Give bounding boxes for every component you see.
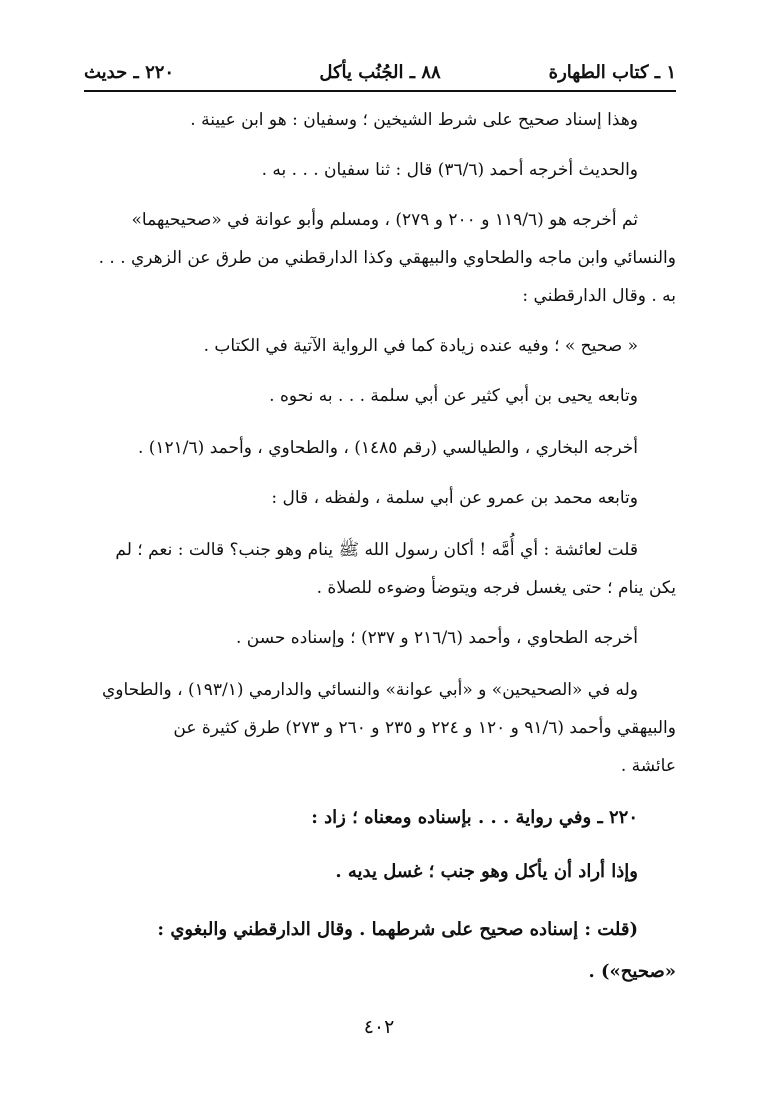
text-line: عائشة . xyxy=(620,756,676,776)
page-header xyxy=(84,54,676,92)
text-line: «صحيح») . xyxy=(588,961,676,982)
text-line: وتابعه محمد بن عمرو عن أبي سلمة ، ولفظه ، قال : xyxy=(271,488,638,508)
text-line: والنسائي وابن ماجه والطحاوي والبيهقي وكذا الدارقطني من طرق عن الزهري . . . xyxy=(98,248,676,268)
text-line: (قلت : إسناده صحيح على شرطهما . وقال الدارقطني والبغوي : xyxy=(157,919,638,940)
text-line: والبيهقي وأحمد (٩١/٦ و ١٢٠ و ٢٢٤ و ٢٣٥ و ٢٦٠ و ٢٧٣) طرق كثيرة عن xyxy=(173,718,676,738)
book-title: ١ ـ كتاب الطهارة xyxy=(548,62,676,83)
text-line: والحديث أخرجه أحمد (٣٦/٦) قال : ثنا سفيان . . . به . xyxy=(261,160,638,180)
text-line: يكن ينام ؛ حتى يغسل فرجه ويتوضأ وضوءه للصلاة . xyxy=(316,578,676,598)
hadith-heading: ٢٢٠ ـ وفي رواية . . . بإسناده ومعناه ؛ زاد : xyxy=(311,807,638,828)
text-line: أخرجه البخاري ، والطيالسي (رقم ١٤٨٥) ، والطحاوي ، وأحمد (١٢١/٦) . xyxy=(137,438,638,458)
text-line: وله في «الصحيحين» و «أبي عوانة» والنسائي والدارمي (١٩٣/١) ، والطحاوي xyxy=(101,680,638,700)
hadith-number: ٢٢٠ ـ حديث xyxy=(84,62,175,83)
text-line: وتابعه يحيى بن أبي كثير عن أبي سلمة . . . به نحوه . xyxy=(269,386,638,406)
hadith-text: وإذا أراد أن يأكل وهو جنب ؛ غسل يديه . xyxy=(335,861,638,882)
chapter-title: ٨٨ ـ الجُنُب يأكل xyxy=(319,62,441,83)
text-line: وهذا إسناد صحيح على شرط الشيخين ؛ وسفيان : هو ابن عيينة . xyxy=(190,110,638,130)
text-line: به . وقال الدارقطني : xyxy=(522,286,676,306)
text-line: قلت لعائشة : أي أُمَّه ! أكان رسول الله ﷺ ينام وهو جنب؟ قالت : نعم ؛ لم xyxy=(115,540,638,560)
text-line: ثم أخرجه هو (١١٩/٦ و ٢٠٠ و ٢٧٩) ، ومسلم وأبو عوانة في «صحيحيهما» xyxy=(131,210,638,230)
text-line: « صحيح » ؛ وفيه عنده زيادة كما في الرواية الآتية في الكتاب . xyxy=(203,336,638,356)
page-number: ٤٠٢ xyxy=(363,1016,395,1038)
text-line: أخرجه الطحاوي ، وأحمد (٢١٦/٦ و ٢٣٧) ؛ وإسناده حسن . xyxy=(235,628,638,648)
